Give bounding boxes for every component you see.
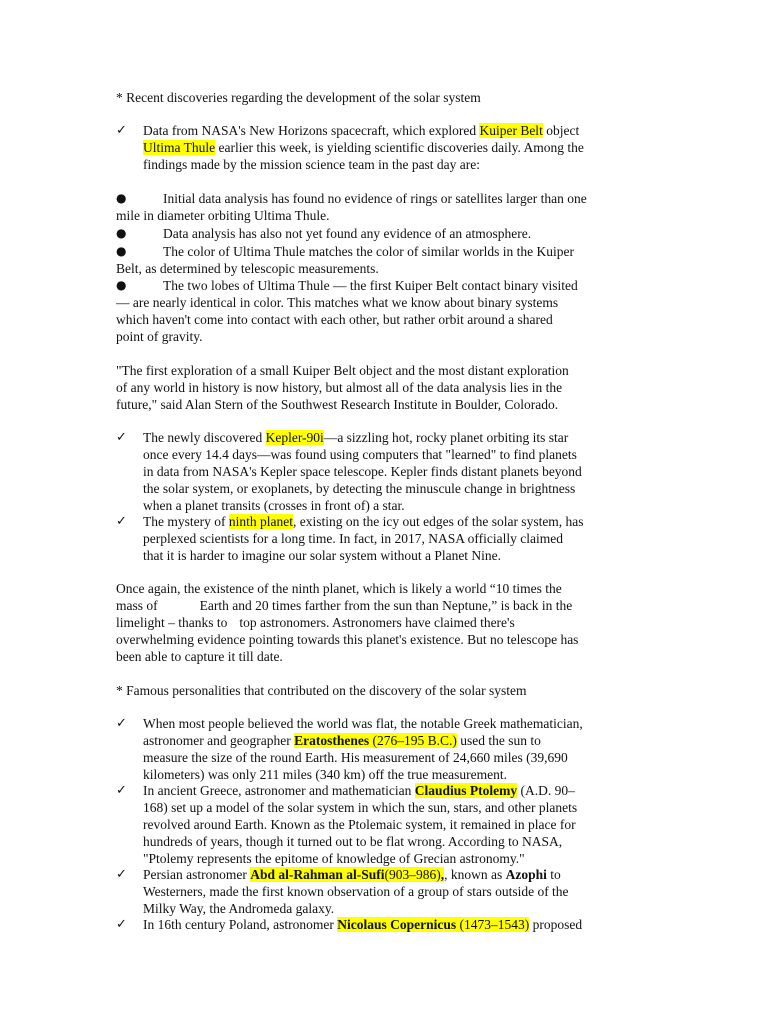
list-item: Initial data analysis has found no evidence of rings or satellites larger than one [163, 191, 587, 206]
bullet-icon: ● [116, 226, 127, 240]
paragraph-line: Persian astronomer Abd al-Rahman al-Sufi(903–986),, known as Azophi to [143, 867, 561, 882]
list-item: Belt, as determined by telescopic measurements. [116, 261, 379, 276]
paragraph-line: When most people believed the world was flat, the notable Greek mathematician, [143, 716, 583, 731]
list-item: which haven't come into contact with each other, but rather orbit around a shared [116, 312, 553, 327]
list-item: — are nearly identical in color. This matches what we know about binary systems [116, 295, 559, 310]
section-heading-solar-development: * Recent discoveries regarding the development of the solar system [116, 90, 481, 105]
quote-paragraph: future," said Alan Stern of the Southwest Research Institute in Boulder, Colorado. [116, 397, 559, 412]
highlight-al-sufi: Abd al-Rahman al-Sufi(903–986) [250, 867, 441, 882]
highlight-claudius-ptolemy: Claudius Ptolemy [414, 783, 518, 798]
bullet-icon: ● [116, 191, 127, 205]
checkmark-icon: ✓ [116, 716, 127, 731]
list-item: point of gravity. [116, 329, 203, 344]
list-item: mile in diameter orbiting Ultima Thule. [116, 208, 330, 223]
quote-paragraph: of any world in history is now history, but almost all of the data analysis lies in the [116, 380, 563, 395]
paragraph-line: Ultima Thule earlier this week, is yielding scientific discoveries daily. Among the [143, 140, 584, 155]
bullet-icon: ● [116, 244, 127, 258]
highlight-ninth-planet: ninth planet [228, 514, 293, 529]
highlight-eratosthenes: Eratosthenes (276–195 B.C.) [294, 733, 457, 748]
quote-paragraph: "The first exploration of a small Kuiper Belt object and the most distant exploration [116, 363, 569, 378]
checkmark-icon: ✓ [116, 123, 127, 138]
checkmark-icon: ✓ [116, 514, 127, 529]
paragraph-line: kilometers) was only 211 miles (340 km) off the true measurement. [143, 767, 508, 782]
body-paragraph: been able to capture it till date. [116, 649, 283, 664]
paragraph-line: In 16th century Poland, astronomer Nicolaus Copernicus (1473–1543) proposed [143, 917, 583, 932]
body-paragraph: limelight – thanks to top astronomers. Astronomers have claimed there's [116, 615, 515, 630]
section-heading-personalities: * Famous personalities that contributed on the discovery of the solar system [116, 683, 527, 698]
paragraph-line: In ancient Greece, astronomer and mathematician Claudius Ptolemy (A.D. 90– [143, 783, 575, 798]
paragraph-line: when a planet transits (crosses in front of) a star. [143, 498, 405, 513]
bullet-icon: ● [116, 278, 127, 292]
paragraph-line: astronomer and geographer Eratosthenes (276–195 B.C.) used the sun to [143, 733, 541, 748]
paragraph-line: Data from NASA's New Horizons spacecraft, which explored Kuiper Belt object [143, 123, 580, 138]
paragraph-line: Westerners, made the first known observation of a group of stars outside of the [143, 884, 569, 899]
checkmark-icon: ✓ [116, 867, 127, 882]
paragraph-line: revolved around Earth. Known as the Ptolemaic system, it remained in place for [143, 817, 576, 832]
paragraph-line: in data from NASA's Kepler space telescope. Kepler finds distant planets beyond [143, 464, 582, 479]
body-paragraph: mass of Earth and 20 times farther from the sun than Neptune,” is back in the [116, 598, 573, 613]
paragraph-line: findings made by the mission science team in the past day are: [143, 157, 481, 172]
list-item: Data analysis has also not yet found any evidence of an atmosphere. [163, 226, 532, 241]
highlight-ultima-thule: Ultima Thule [143, 140, 216, 155]
paragraph-line: once every 14.4 days—was found using computers that "learned" to find planets [143, 447, 577, 462]
paragraph-line: "Ptolemy represents the epitome of knowledge of Grecian astronomy." [143, 851, 525, 866]
paragraph-line: perplexed scientists for a long time. In fact, in 2017, NASA officially claimed [143, 531, 564, 546]
paragraph-line: hundreds of years, though it turned out to be flat wrong. According to NASA, [143, 834, 563, 849]
checkmark-icon: ✓ [116, 783, 127, 798]
paragraph-line: 168) set up a model of the solar system in which the sun, stars, and other planets [143, 800, 578, 815]
highlight-kepler-90i: Kepler-90i [265, 430, 324, 445]
highlight-copernicus: Nicolaus Copernicus (1473–1543) [337, 917, 530, 932]
paragraph-line: that it is harder to imagine our solar system without a Planet Nine. [143, 548, 502, 563]
highlight-kuiper-belt: Kuiper Belt [479, 123, 543, 138]
list-item: The two lobes of Ultima Thule — the first Kuiper Belt contact binary visited [163, 278, 578, 293]
paragraph-line: the solar system, or exoplanets, by detecting the minuscule change in brightness [143, 481, 576, 496]
paragraph-line: Milky Way, the Andromeda galaxy. [143, 901, 335, 916]
body-paragraph: Once again, the existence of the ninth planet, which is likely a world “10 times the [116, 581, 562, 596]
paragraph-line: measure the size of the round Earth. His measurement of 24,660 miles (39,690 [143, 750, 568, 765]
body-paragraph: overwhelming evidence pointing towards this planet's existence. But no telescope has [116, 632, 579, 647]
list-item: The color of Ultima Thule matches the color of similar worlds in the Kuiper [163, 244, 575, 259]
paragraph-line: The mystery of ninth planet, existing on the icy out edges of the solar system, has [143, 514, 584, 529]
checkmark-icon: ✓ [116, 917, 127, 932]
checkmark-icon: ✓ [116, 430, 127, 445]
paragraph-line: The newly discovered Kepler-90i—a sizzling hot, rocky planet orbiting its star [143, 430, 569, 445]
